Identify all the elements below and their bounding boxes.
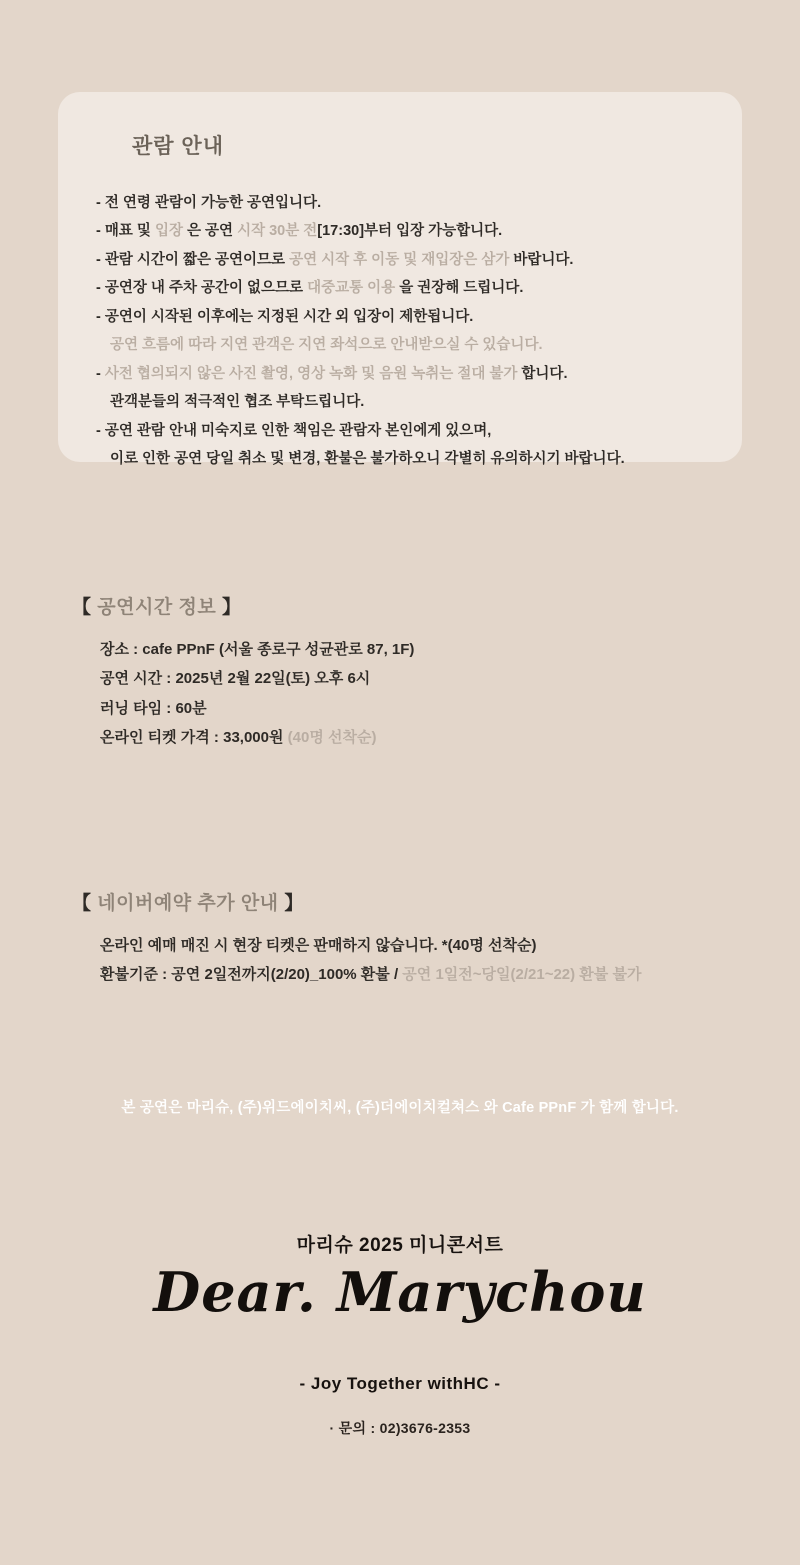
text-run: 공연 시간 : 2025년 2월 22일(토) 오후 6시: [100, 670, 371, 688]
credit-line: 본 공연은 마리슈, (주)위드에이치씨, (주)더에이치컬쳐스 와 Cafe PPnF 가 함께 합니다.: [121, 1100, 679, 1116]
text-run: 러닝 타임 : 60분: [100, 699, 207, 717]
text-line: [96, 448, 708, 470]
text-run: (40명 선착순): [287, 728, 377, 746]
text-run: 공연 흐름에 따라 지연 관객은 지연 좌석으로 안내받으실 수 있습니다.: [110, 337, 543, 354]
text-line: [96, 306, 708, 328]
text-line: [96, 391, 708, 413]
text-run: 바랍니다.: [509, 251, 574, 268]
performance-info-lines: [72, 635, 752, 752]
text-run: 은 공연: [182, 223, 238, 240]
bracket-close: 】: [221, 597, 242, 618]
text-run: 이로 인한 공연 당일 취소 및 변경, 환불은 불가하오니 각별히 유의하시기 바랍니다.: [110, 451, 625, 468]
viewing-guide-list: [96, 192, 708, 471]
text-line: [72, 635, 752, 664]
concert-title: Dear. Marychou: [153, 1260, 647, 1324]
text-line: [96, 363, 708, 385]
viewing-guide-card: [58, 92, 742, 468]
text-run: 공연 시작 후 이동 및 재입장은 삼가: [289, 251, 510, 268]
text-run: - 공연 관람 안내 미숙지로 인한 책임은 관람자 본인에게 있으며,: [96, 422, 492, 439]
text-line: [96, 192, 708, 214]
text-run: 입장: [154, 223, 183, 240]
performance-info-section: [72, 592, 752, 752]
text-line: [96, 277, 708, 299]
naver-reservation-section: [72, 888, 752, 990]
text-run: [17:30]부터 입장 가능합니다.: [317, 223, 503, 240]
text-run: 합니다.: [517, 365, 568, 382]
performance-info-heading: [72, 592, 752, 619]
text-line: [72, 723, 752, 752]
bracket-open: 【: [72, 893, 92, 914]
performance-info-heading-text: 공연시간 정보: [97, 597, 217, 618]
text-run: - 공연이 시작된 이후에는 지정된 시간 외 입장이 제한됩니다.: [96, 308, 474, 325]
text-run: 관객분들의 적극적인 협조 부탁드립니다.: [110, 394, 365, 411]
naver-reservation-heading: [72, 888, 752, 915]
text-run: 사전 협의되지 않은 사진 촬영, 영상 녹화 및 음원 녹취는 절대 불가: [104, 365, 518, 382]
text-line: [72, 694, 752, 723]
text-run: 공연 1일전~당일(2/21~22) 환불 불가: [402, 966, 642, 984]
text-run: 환불기준 : 공연 2일전까지(2/20)_100% 환불 /: [100, 966, 403, 984]
concert-subtitle: 마리슈 2025 미니콘서트: [296, 1235, 504, 1256]
text-line: [96, 249, 708, 271]
concert-tagline: - Joy Together withHC -: [299, 1374, 501, 1394]
text-run: 대중교통 이용: [307, 280, 396, 297]
text-line: [96, 334, 708, 356]
text-run: 을 권장해 드립니다.: [395, 280, 524, 297]
text-line: [72, 931, 752, 960]
bracket-open: 【: [72, 597, 92, 618]
text-line: [72, 960, 752, 989]
text-line: [96, 220, 708, 242]
bracket-close: 】: [284, 893, 304, 914]
text-run: - 공연장 내 주차 공간이 없으므로: [96, 280, 308, 297]
text-run: 시작 30분 전: [237, 223, 318, 240]
text-run: -: [96, 365, 105, 382]
text-run: 온라인 예매 매진 시 현장 티켓은 판매하지 않습니다. *(40명 선착순): [100, 937, 537, 954]
text-line: [96, 420, 708, 442]
footer-block: [0, 1230, 800, 1438]
text-run: - 매표 및: [96, 223, 155, 240]
text-run: - 관람 시간이 짧은 공연이므로: [96, 251, 290, 268]
text-run: 온라인 티켓 가격 : 33,000원: [100, 728, 288, 746]
text-line: [72, 664, 752, 693]
naver-reservation-heading-text: 네이버예약 추가 안내: [97, 893, 279, 914]
viewing-guide-title: 관람 안내: [132, 135, 224, 158]
text-run: - 전 연령 관람이 가능한 공연입니다.: [96, 195, 322, 211]
naver-reservation-lines: [72, 931, 752, 990]
contact-phone: · 문의 : 02)3676-2353: [329, 1420, 471, 1437]
text-run: 장소 : cafe PPnF (서울 종로구 성균관로 87, 1F): [100, 641, 415, 658]
